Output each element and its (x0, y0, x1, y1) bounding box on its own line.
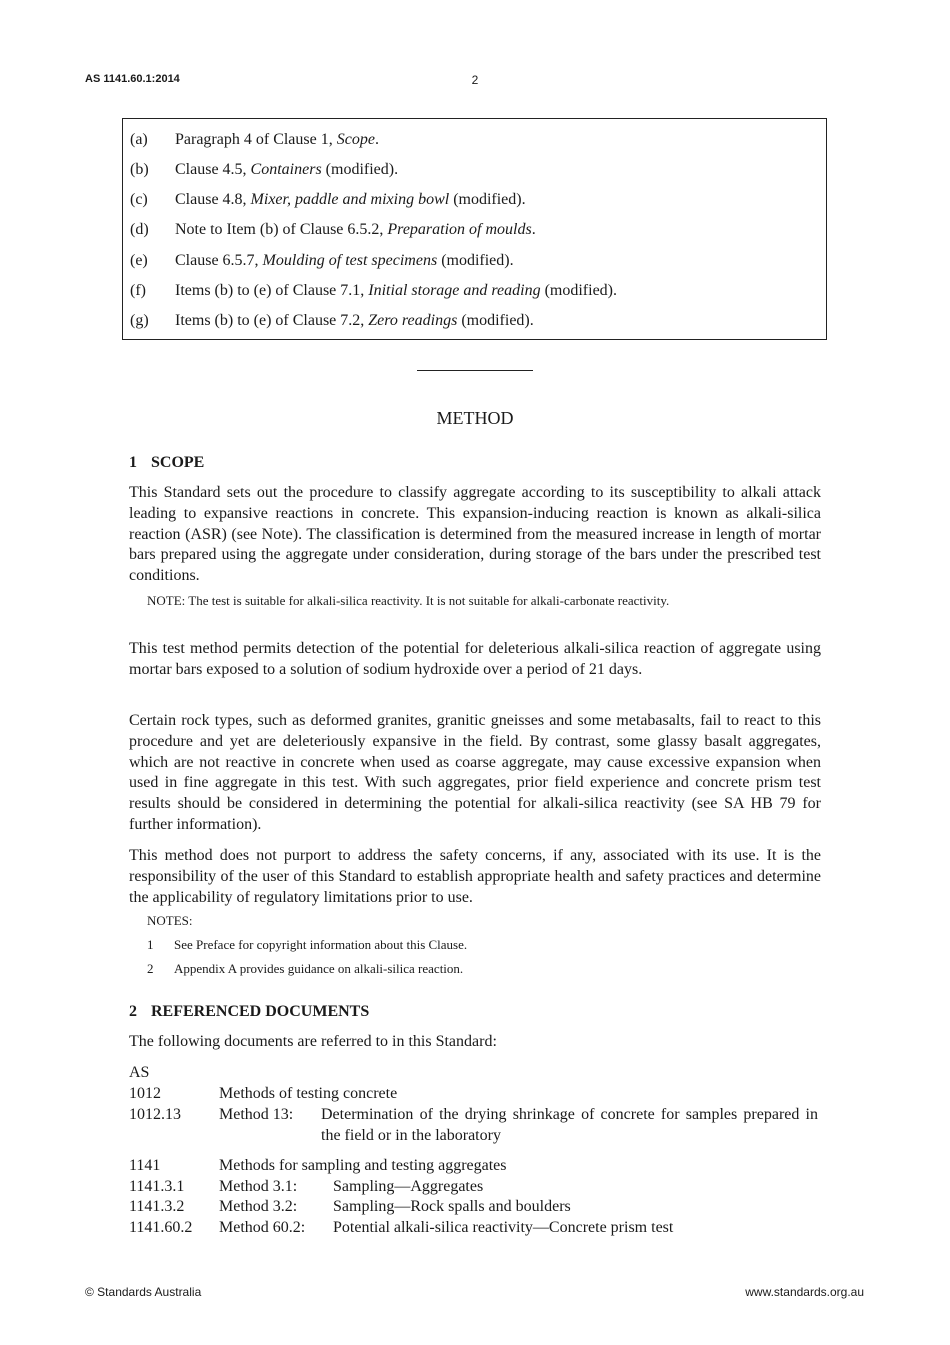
box-item-label: (f) (130, 282, 146, 299)
box-item-text: Clause 4.8, (175, 191, 251, 208)
ref-code: 1141 (129, 1157, 161, 1174)
note-text: Appendix A provides guidance on alkali-silica reaction. (174, 961, 464, 976)
ref-method: Method 13: (219, 1106, 294, 1123)
box-item-d (130, 220, 536, 240)
ref-method: Method 3.2: (219, 1198, 298, 1215)
box-item-italic: Containers (250, 161, 322, 178)
box-item-text: Note to Item (b) of Clause 6.5.2, (175, 221, 388, 238)
box-item-suffix: . (374, 131, 379, 148)
box-item-text: Paragraph 4 of Clause 1, (175, 131, 337, 148)
ref-title: Sampling—Rock spalls and boulders (333, 1198, 571, 1215)
box-item-text: Clause 6.5.7, (175, 252, 263, 269)
section-number: 1 (129, 454, 137, 471)
box-item-label: (b) (130, 161, 149, 178)
scope-paragraph-4: This method does not purport to address the safety concerns, if any, associated with its use. It is the responsibility of the user of this Standard to establish appropriate health and safety practices and determine the applicability of regulatory limitations prior to use. (129, 847, 821, 906)
ref-method: Method 60.2: (219, 1219, 306, 1236)
ref-code: 1141.60.2 (129, 1219, 193, 1236)
box-item-suffix: (modified). (321, 161, 399, 178)
box-item-g (130, 311, 534, 331)
method-title: METHOD (436, 408, 514, 428)
box-item-italic: Zero readings (368, 312, 458, 329)
box-item-italic: Initial storage and reading (368, 282, 541, 299)
box-item-italic: Moulding of test specimens (262, 252, 438, 269)
scope-paragraph-3: Certain rock types, such as deformed granites, granitic gneisses and some metabasalts, fail to react to this procedure and yet are deleteriously expansive in the field. By contrast, some glassy basalt aggregates, which are not reactive in concrete when used as coarse aggregate, may cause excessive expansion when used in fine aggregate in this test. With such aggregates, prior field experience and concrete prism test results should be considered in determining the potential for alkali-silica reactivity (see SA HB 79 for further information). (129, 712, 821, 833)
scope-note: NOTE: The test is suitable for alkali-silica reactivity. It is not suitable for alkali-carbonate reactivity. (147, 593, 670, 608)
section-number: 2 (129, 1003, 137, 1020)
box-item-text: Items (b) to (e) of Clause 7.1, (175, 282, 369, 299)
box-item-suffix: (modified). (540, 282, 617, 299)
box-item-text: Clause 4.5, (175, 161, 251, 178)
ref-method: Method 3.1: (219, 1178, 298, 1195)
ref-code: 1012.13 (129, 1106, 181, 1123)
box-item-suffix: . (531, 221, 536, 238)
ref-code: 1012 (129, 1085, 161, 1102)
section-2-heading (129, 1002, 369, 1022)
box-item-label: (d) (130, 221, 149, 238)
page-number: 2 (471, 73, 479, 87)
ref-code: 1141.3.2 (129, 1198, 185, 1215)
ref-title: Determination of the drying shrinkage of concrete for samples prepared in the field or in the laboratory (321, 1106, 818, 1144)
box-item-italic: Scope (336, 131, 375, 148)
box-item-b (130, 160, 398, 180)
section-title: SCOPE (151, 454, 205, 471)
notes-heading: NOTES: (147, 913, 193, 928)
box-item-text: Items (b) to (e) of Clause 7.2, (175, 312, 369, 329)
box-item-label: (c) (130, 191, 148, 208)
box-item-suffix: (modified). (457, 312, 534, 329)
ref-title: Methods of testing concrete (219, 1085, 398, 1102)
box-item-suffix: (modified). (437, 252, 514, 269)
ref-title: Sampling—Aggregates (333, 1178, 484, 1195)
note-number: 2 (147, 961, 154, 976)
box-item-e (130, 251, 514, 271)
section-title: REFERENCED DOCUMENTS (151, 1003, 370, 1020)
box-item-label: (e) (130, 252, 148, 269)
box-item-label: (a) (130, 131, 148, 148)
footer-website: www.standards.org.au (745, 1285, 864, 1299)
box-item-f (130, 281, 617, 301)
box-item-a (130, 130, 379, 150)
note-item-1 (147, 936, 467, 954)
box-item-label: (g) (130, 312, 149, 329)
ref-title: Potential alkali-silica reactivity—Concrete prism test (333, 1219, 674, 1236)
box-item-italic: Preparation of moulds (387, 221, 532, 238)
box-item-c (130, 190, 526, 210)
note-item-2 (147, 960, 463, 978)
reference-group: AS (129, 1064, 150, 1081)
note-number: 1 (147, 937, 154, 952)
section-divider (417, 370, 533, 371)
excluded-clauses-box (122, 118, 827, 340)
footer-copyright: © Standards Australia (85, 1285, 202, 1299)
section-1-heading (129, 453, 204, 473)
ref-title: Methods for sampling and testing aggregates (219, 1157, 507, 1174)
box-item-italic: Mixer, paddle and mixing bowl (250, 191, 450, 208)
header-doc-id: AS 1141.60.1:2014 (85, 73, 180, 85)
note-text: See Preface for copyright information about this Clause. (174, 937, 468, 952)
references-intro: The following documents are referred to in this Standard: (129, 1033, 497, 1050)
ref-code: 1141.3.1 (129, 1178, 185, 1195)
scope-paragraph-1: This Standard sets out the procedure to classify aggregate according to its susceptibility to alkali attack leading to expansive reactions in concrete. This expansion-inducing reaction is known as alkali-silica reaction (ASR) (see Note). The classification is determined from the measured increase in length of mortar bars prepared using the aggregate under consideration, during storage of the bars under the prescribed test conditions. (129, 484, 821, 585)
box-item-suffix: (modified). (449, 191, 526, 208)
scope-paragraph-2: This test method permits detection of the potential for deleterious alkali-silica reaction of aggregate using mortar bars exposed to a solution of sodium hydroxide over a period of 21 days. (129, 640, 821, 678)
